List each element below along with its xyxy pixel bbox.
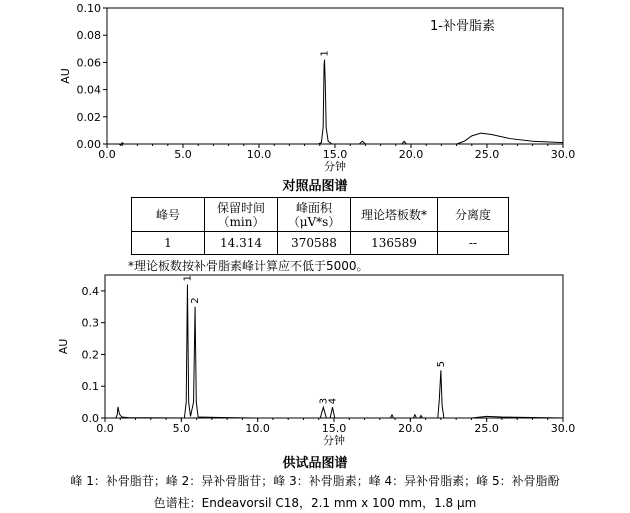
table-header-label: 峰面积 （μV*s） bbox=[287, 200, 341, 229]
y-tick-label: 0.00 bbox=[76, 138, 101, 151]
x-tick-label: 15.0 bbox=[322, 148, 348, 161]
peak-label: 4 bbox=[327, 397, 339, 405]
x-tick-label: 20.0 bbox=[398, 422, 423, 435]
x-tick-label: 5.0 bbox=[174, 148, 192, 161]
table-header-label: 保留时间 （min） bbox=[216, 200, 265, 229]
y-tick-label: 0.08 bbox=[76, 29, 101, 43]
y-tick-label: 0.0 bbox=[81, 412, 99, 425]
y-axis-label: AU bbox=[57, 338, 70, 355]
table-cell: 370588 bbox=[278, 232, 351, 255]
peak-label: 2 bbox=[190, 297, 202, 304]
table-header-cell bbox=[132, 198, 205, 232]
y-tick-label: 0.10 bbox=[76, 2, 101, 15]
x-tick-label: 30.0 bbox=[550, 148, 576, 161]
x-axis-label: 分钟 bbox=[323, 434, 345, 447]
table-header-label: 峰号 bbox=[155, 207, 180, 222]
table-header-label: 分离度 bbox=[454, 207, 491, 222]
table-cell: -- bbox=[438, 232, 509, 255]
x-tick-label: 25.0 bbox=[474, 148, 500, 161]
x-tick-label: 0.0 bbox=[96, 422, 114, 435]
reference-annotation: 1-补骨脂素 bbox=[430, 19, 495, 34]
y-tick-label: 0.02 bbox=[76, 110, 101, 124]
sample-chromatogram bbox=[0, 270, 630, 450]
x-tick-label: 10.0 bbox=[245, 422, 270, 435]
peak-legend: 峰 1：补骨脂苷；峰 2：异补骨脂苷；峰 3：补骨脂素；峰 4：异补骨脂素；峰 5：补骨脂酚 bbox=[70, 474, 560, 488]
y-tick-label: 0.4 bbox=[81, 284, 99, 298]
plot-frame bbox=[105, 275, 563, 418]
peak-label: 1 bbox=[319, 50, 331, 57]
table-header-label: 理论塔板数* bbox=[360, 207, 427, 222]
x-tick-label: 5.0 bbox=[172, 422, 191, 435]
x-tick-label: 15.0 bbox=[321, 422, 347, 435]
chromatogram-trace bbox=[107, 60, 563, 146]
table-row bbox=[132, 232, 509, 255]
table-cell: 14.314 bbox=[205, 232, 278, 255]
table-header-cell bbox=[278, 198, 351, 232]
table-cell: 1 bbox=[132, 232, 205, 255]
reference-chromatogram bbox=[0, 0, 630, 175]
column-info: 色谱柱：Endeavorsil C18，2.1 mm x 100 mm，1.8 μm bbox=[153, 496, 477, 510]
y-tick-label: 0.2 bbox=[81, 348, 99, 362]
x-tick-label: 10.0 bbox=[246, 148, 272, 161]
reference-chart-caption: 对照品图谱 bbox=[282, 179, 348, 194]
peak-label: 3 bbox=[318, 397, 330, 405]
y-tick-label: 0.04 bbox=[76, 83, 101, 97]
x-tick-label: 30.0 bbox=[550, 422, 576, 435]
y-tick-label: 0.3 bbox=[81, 316, 99, 330]
sample-chart-caption: 供试品图谱 bbox=[282, 456, 348, 471]
y-axis-label: AU bbox=[59, 68, 72, 84]
table-header-cell bbox=[351, 198, 438, 232]
peak-label: 1 bbox=[182, 275, 194, 282]
footnote: *理论板数按补骨脂素峰计算应不低于5000。 bbox=[128, 259, 369, 273]
table-cell: 136589 bbox=[351, 232, 438, 255]
table-header-cell bbox=[205, 198, 278, 232]
x-tick-label: 25.0 bbox=[474, 422, 499, 435]
y-tick-label: 0.1 bbox=[81, 380, 99, 394]
y-tick-label: 0.06 bbox=[76, 56, 101, 70]
x-tick-label: 0.0 bbox=[98, 148, 116, 161]
table-header-cell bbox=[438, 198, 509, 232]
x-axis-label: 分钟 bbox=[324, 160, 346, 173]
x-tick-label: 20.0 bbox=[398, 148, 424, 161]
peak-label: 5 bbox=[435, 360, 447, 368]
table-header-row bbox=[132, 198, 509, 232]
chromatography-parameters-table bbox=[131, 197, 509, 255]
